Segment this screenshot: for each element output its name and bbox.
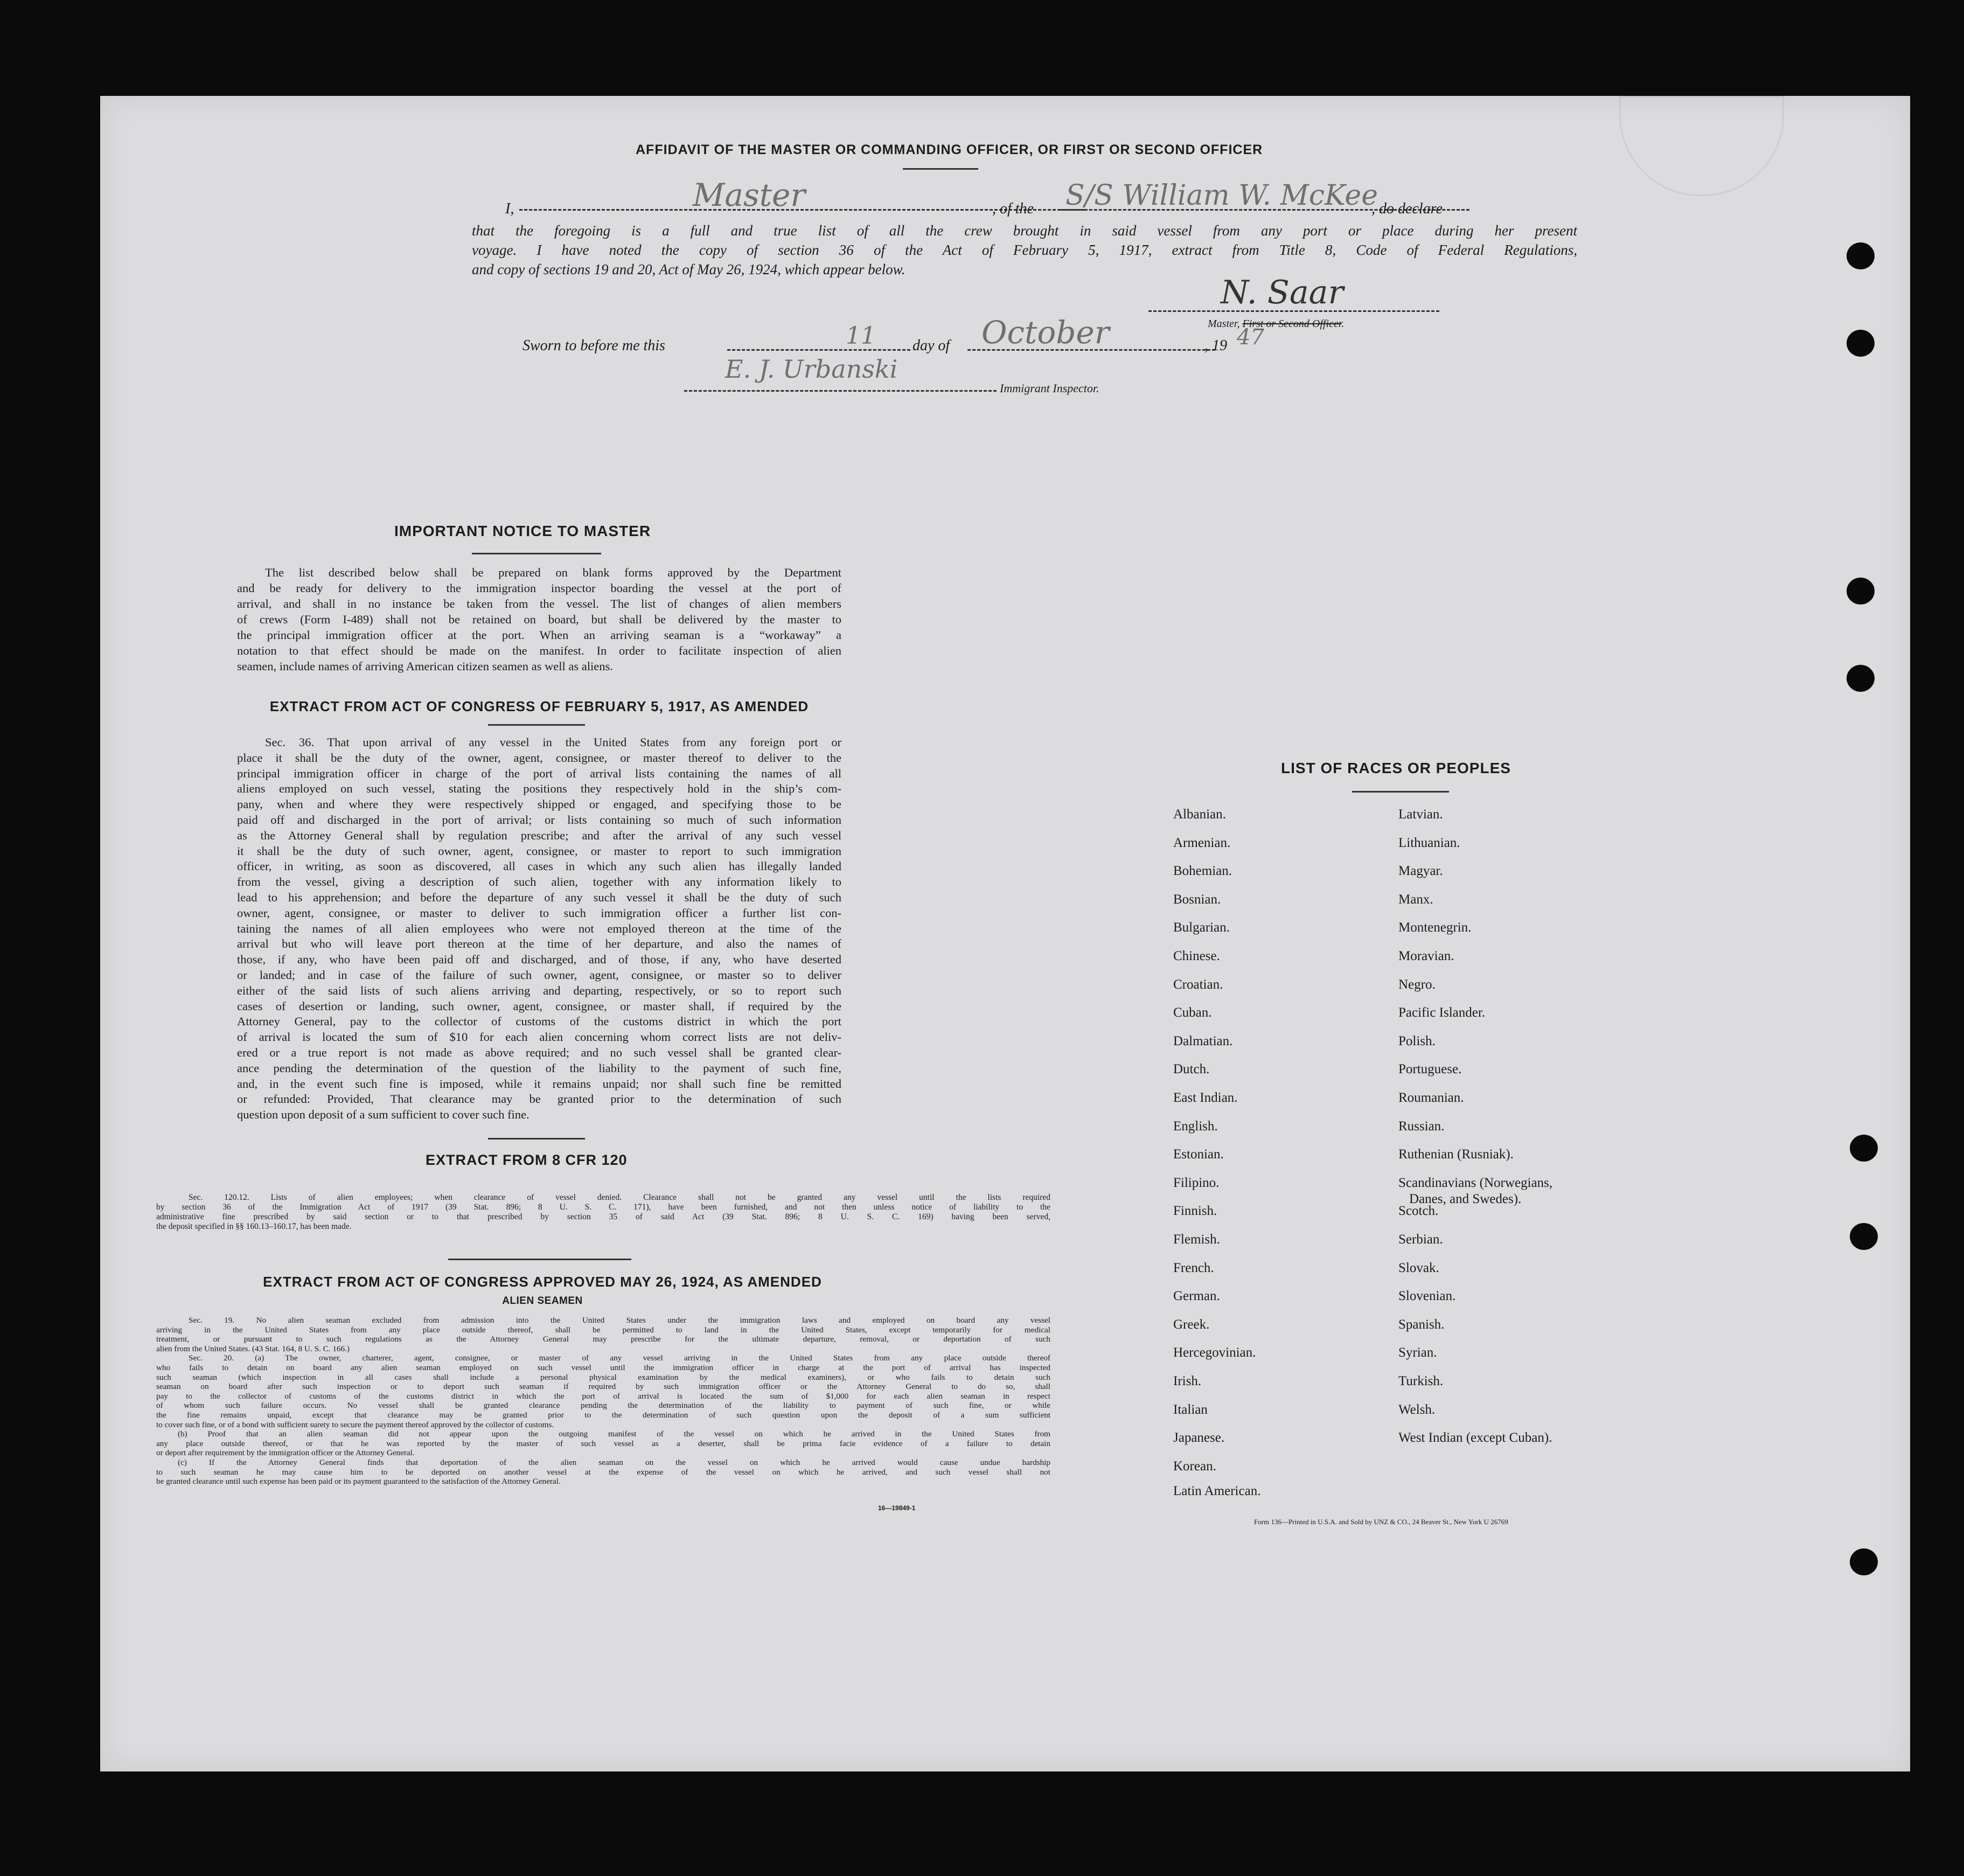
- extract-1924-line: Sec. 19. No alien seaman excluded from admission into the United States under the immigration laws and employed on board any vessel: [189, 1316, 1050, 1325]
- race-item: German.: [1173, 1289, 1220, 1304]
- race-item: Moravian.: [1398, 949, 1454, 963]
- printer-imprint: Form 136—Printed in U.S.A. and Sold by UNZ & CO., 24 Beaver St., New York U 26769: [1254, 1518, 1508, 1526]
- signature-caption-master: Master,: [1208, 318, 1243, 330]
- race-item: English.: [1173, 1118, 1218, 1134]
- extract-1924-line: Sec. 20. (a) The owner, charterer, agent, consignee, or master of any vessel arriving in the United States from any place outside thereof: [189, 1353, 1050, 1363]
- race-item: Ruthenian (Rusniak).: [1398, 1147, 1514, 1162]
- race-item: Pacific Islander.: [1398, 1005, 1486, 1020]
- signature-caption-end: .: [1341, 318, 1345, 330]
- race-item: Latin American.: [1173, 1484, 1261, 1499]
- extract-1917-line: taining the names of all alien employees who were not employed thereon at the time of the: [237, 921, 841, 935]
- notice-body: [237, 565, 841, 674]
- race-item: Manx.: [1398, 892, 1433, 907]
- embossed-seal: [1619, 96, 1784, 196]
- notice-line-6: notation to that effect should be made on the manifest. In order to facilitate inspection of alien: [237, 644, 841, 657]
- race-item: Irish.: [1173, 1374, 1202, 1388]
- inspector-signature: E. J. Urbanski: [725, 355, 898, 384]
- race-item: Welsh.: [1398, 1402, 1436, 1417]
- race-item: Magyar.: [1398, 864, 1443, 879]
- notice-line-7: seamen, include names of arriving American citizen seamen as well as aliens.: [237, 659, 613, 673]
- extract-1917-title: EXTRACT FROM ACT OF CONGRESS OF FEBRUARY 5, 1917, AS AMENDED: [269, 698, 809, 714]
- extract-1917-line: lead to his apprehension; and before the departure of any such vessel it shall be the duty of such: [237, 890, 841, 904]
- extract-1917-line: owner, agent, consignee, or master to deliver to such immigration officer a further list con-: [237, 906, 841, 920]
- extract-1917-line: Sec. 36. That upon arrival of any vessel in the United States from any foreign port or: [265, 735, 841, 749]
- extract-1924-line: to such seaman he may cause him to be deported on another vessel at the expense of the vessel on which he arrived, and such vessel shall not: [156, 1467, 1050, 1477]
- affidavit-body-line-3: and copy of sections 19 and 20, Act of May 26, 1924, which appear below.: [472, 261, 906, 277]
- extract-1917-line: question upon deposit of a sum sufficient to cover such fine.: [237, 1108, 530, 1122]
- race-item: Roumanian.: [1398, 1090, 1464, 1105]
- affidavit-body: [472, 221, 1577, 279]
- extract-1924-line: such seaman (which inspection in all cases shall include a personal physical examination by the medical examiners), or who fails to detain such: [156, 1372, 1050, 1382]
- master-handwriting: Master: [693, 177, 806, 213]
- race-item: Bosnian.: [1173, 892, 1221, 907]
- extract-1924-line: who fails to detain on board any alien seaman employed on such vessel until the immigration officer in charge at the port of arrival has inspected: [156, 1363, 1050, 1372]
- extract-1917-line: or landed; and in case of the failure of such owner, agent, consignee, or master so to deliver: [237, 968, 841, 982]
- race-item: Greek.: [1173, 1317, 1210, 1332]
- extract-1924-line: the fine remains unpaid, except that clearance may be granted prior to the determination of such question upon the deposit of a sum sufficient: [156, 1410, 1050, 1420]
- extract-1917-line: those, if any, who have been paid off and discharged, and of those, if any, who have deserted: [237, 953, 841, 967]
- extract-1924-line: of whom such failure occurs. No vessel shall be granted clearance pending the determination of the liability to payment of such fine, or while: [156, 1401, 1050, 1411]
- extract-1917-line: ance pending the determination of the question of the liability to the payment of such fine,: [237, 1061, 841, 1075]
- races-rule: [1352, 791, 1449, 793]
- race-item: Slovenian.: [1398, 1289, 1456, 1304]
- extract-1917-line: cases of desertion or landing, such owner, agent, consignee, or master shall, if required by the: [237, 999, 841, 1013]
- extract-1917-line: arrival but who will leave port thereon at the time of her departure, and also the names of: [237, 937, 841, 951]
- notice-title: IMPORTANT NOTICE TO MASTER: [394, 523, 651, 539]
- extract-1924-body: [156, 1316, 1050, 1486]
- extract-1924-line: or deport after requirement by the immigration officer or the Attorney General.: [156, 1448, 415, 1458]
- extract-1924-line: (c) If the Attorney General finds that deportation of the alien seaman on the vessel on which he arrived would cause undue hardship: [178, 1457, 1050, 1467]
- extract-1917-body: [237, 735, 841, 1123]
- signature-line: [1148, 310, 1439, 312]
- extract-1924-line: alien from the United States. (43 Stat. 164, 8 U. S. C. 166.): [156, 1344, 350, 1353]
- race-item: Dutch.: [1173, 1062, 1210, 1077]
- notice-line-5: the principal immigration officer at the port. When an arriving seaman is a “workaway” a: [237, 628, 841, 642]
- race-item: Latvian.: [1398, 807, 1443, 822]
- race-item: Bohemian.: [1173, 864, 1232, 879]
- race-item: Flemish.: [1173, 1232, 1220, 1247]
- sworn-day: 11: [846, 322, 876, 350]
- race-item: Italian: [1173, 1402, 1208, 1417]
- affidavit-title: AFFIDAVIT OF THE MASTER OR COMMANDING OFFICER, OR FIRST OR SECOND OFFICER: [636, 142, 1263, 157]
- extract-1917-line: from the vessel, giving a description of such alien, together with any information likely to: [237, 875, 841, 889]
- inspector-line: [684, 390, 997, 392]
- punch-hole: [1847, 665, 1875, 692]
- notice-line-2: and be ready for delivery to the immigration inspector boarding the vessel at the port of: [237, 581, 841, 595]
- race-item: Croatian.: [1173, 977, 1223, 992]
- cfr-rule-bottom: [448, 1259, 631, 1260]
- day-of-label: day of: [913, 337, 950, 354]
- extract-1917-line: either of the said lists of such aliens arriving and departing, respectively, or so to report such: [237, 983, 841, 997]
- race-item: Japanese.: [1173, 1430, 1225, 1446]
- vessel-handwriting: S/S William W. McKee: [1065, 179, 1378, 212]
- extract-1924-line: be granted clearance until such expense has been paid or its payment guaranteed to the satisfaction of the Attorney General.: [156, 1477, 561, 1486]
- race-item: French.: [1173, 1260, 1214, 1275]
- race-item: Danes, and Swedes).: [1409, 1191, 1522, 1206]
- race-item: Montenegrin.: [1398, 920, 1472, 935]
- race-item: Armenian.: [1173, 835, 1231, 850]
- sworn-month: October: [981, 314, 1110, 351]
- year-prefix: , 19: [1204, 337, 1227, 354]
- do-declare-text: , do declare: [1371, 200, 1443, 217]
- race-item: Dalmatian.: [1173, 1033, 1233, 1048]
- extract-1924-line: (b) Proof that an alien seaman did not appear upon the outgoing manifest of the vessel on which he arrived in the United States from: [178, 1429, 1050, 1439]
- extract-1917-line: pany, when and where they were respectively shipped or engaged, and specifying those to be: [237, 797, 841, 811]
- extract-1917-line: ered or a true report is not made as above required; and no such vessel shall be granted clear-: [237, 1045, 841, 1059]
- race-item: Lithuanian.: [1398, 835, 1460, 850]
- extract-1917-line: or refunded: Provided, That clearance may be granted prior to the determination of such: [237, 1092, 841, 1106]
- extract-1924-line: seaman on board after such inspection or to deport such seaman if required by such immigration officer or the Attorney General to do so, shall: [156, 1382, 1050, 1392]
- race-item: Slovak.: [1398, 1260, 1439, 1275]
- race-item: Polish.: [1398, 1033, 1436, 1048]
- affidavit-i: I,: [505, 200, 514, 217]
- signature-caption-struck: First or Second Officer: [1242, 318, 1342, 330]
- race-item: Portuguese.: [1398, 1062, 1462, 1077]
- race-item: Albanian.: [1173, 807, 1226, 822]
- extract-1917-line: place it shall be the duty of the owner, agent, consignee, or master thereof to deliver to the: [237, 751, 841, 765]
- extract-cfr-line: the deposit specified in §§ 160.13–160.17, has been made.: [156, 1222, 352, 1231]
- races-title: LIST OF RACES OR PEOPLES: [1281, 760, 1511, 776]
- extract-1917-line: Attorney General, pay to the collector of customs of the customs district in which the port: [237, 1015, 841, 1029]
- extract-1917-line: paid off and discharged in the port of arrival; or lists containing so much of such information: [237, 812, 841, 826]
- punch-hole: [1850, 1223, 1878, 1250]
- affidavit-body-line-1: that the foregoing is a full and true list of all the crew brought in said vessel from any port or place during her present: [472, 223, 1577, 239]
- extract-1917-line: officer, in writing, as soon as discovered, all cases in which any such alien has illegally landed: [237, 859, 841, 873]
- extract-1917-line: principal immigration officer in charge of the port of arrival lists containing the names of all: [237, 766, 841, 780]
- notice-line-4: of crews (Form I-489) shall not be retained on board, but shall be delivered by the master to: [237, 613, 841, 626]
- inspector-label: Immigrant Inspector.: [1000, 381, 1099, 395]
- extract-1924-line: pay to the collector of customs of the customs district in which the port of arrival is located the sum of $1,000 for each alien seaman in respect: [156, 1391, 1050, 1401]
- document-page: [100, 96, 1910, 1771]
- race-item: Negro.: [1398, 977, 1436, 992]
- race-item: Russian.: [1398, 1118, 1445, 1134]
- punch-hole: [1847, 242, 1875, 269]
- race-item: Finnish.: [1173, 1204, 1217, 1219]
- race-item: Filipino.: [1173, 1175, 1220, 1190]
- signature-caption: [1208, 318, 1344, 330]
- day-line: [727, 349, 910, 351]
- punch-hole: [1847, 578, 1875, 605]
- extract-1917-rule: [488, 724, 585, 726]
- notice-rule: [472, 553, 601, 554]
- punch-hole: [1847, 330, 1875, 357]
- race-item: Serbian.: [1398, 1232, 1443, 1247]
- race-item: Hercegovinian.: [1173, 1345, 1256, 1360]
- race-item: Spanish.: [1398, 1317, 1445, 1332]
- extract-1917-line: and, in the event such fine is imposed, while it remains unpaid; nor shall such fine be remitted: [237, 1076, 841, 1090]
- extract-1924-subtitle: ALIEN SEAMEN: [502, 1295, 583, 1307]
- notice-line-1: The list described below shall be prepared on blank forms approved by the Department: [265, 566, 841, 579]
- extract-1924-line: any place outside thereof, or that he was reported by the master of such vessel as a deserter, shall be prima facie evidence of a failure to detain: [156, 1439, 1050, 1448]
- extract-1917-line: aliens employed on such vessel, stating the positions they respectively hold in the ship’s com-: [237, 782, 841, 796]
- title-rule: [903, 168, 978, 170]
- race-item: Chinese.: [1173, 949, 1220, 963]
- notice-line-3: arrival, and shall in no instance be taken from the vessel. The list of changes of alien members: [237, 597, 841, 610]
- extract-1917-line: it shall be the duty of such owner, agent, consignee, or master to report to such immigration: [237, 844, 841, 858]
- extract-1924-line: treatment, or pursuant to such regulations as the Attorney General may prescribe for the ultimate departure, removal, or deportation of such: [156, 1335, 1050, 1344]
- sworn-label: Sworn to before me this: [523, 337, 665, 354]
- sworn-year: 47: [1237, 325, 1264, 350]
- race-item: Scandinavians (Norwegians,: [1398, 1175, 1553, 1190]
- race-item: Bulgarian.: [1173, 920, 1230, 935]
- master-signature: N. Saar: [1221, 274, 1344, 311]
- extract-cfr-line: Sec. 120.12. Lists of alien employees; when clearance of vessel denied. Clearance shall not be granted any vessel until the lists required: [189, 1193, 1050, 1202]
- race-item: Cuban.: [1173, 1005, 1212, 1020]
- punch-hole: [1850, 1548, 1878, 1575]
- cfr-rule-top: [488, 1138, 585, 1140]
- extract-1924-line: arriving in the United States from any place outside thereof, shall be permitted to land in the United States, except temporarily for medical: [156, 1325, 1050, 1335]
- race-item: Scotch.: [1398, 1204, 1439, 1219]
- affidavit-body-line-2: voyage. I have noted the copy of section 36 of the Act of February 5, 1917, extract from Title 8, Code of Federal Regulations,: [472, 242, 1577, 258]
- extract-1917-line: of arrival is located the sum of $10 for each alien concerning whom correct lists are not deliv-: [237, 1030, 841, 1044]
- extract-cfr-title: EXTRACT FROM 8 CFR 120: [426, 1152, 628, 1168]
- extract-1924-line: to cover such fine, or of a bond with sufficient surety to secure the payment thereof approved by the collector of customs.: [156, 1420, 554, 1429]
- race-item: Turkish.: [1398, 1374, 1444, 1388]
- race-item: West Indian (except Cuban).: [1398, 1430, 1552, 1446]
- race-item: Estonian.: [1173, 1147, 1224, 1162]
- form-code: 16—19849-1: [878, 1504, 916, 1512]
- punch-hole: [1850, 1135, 1878, 1162]
- of-the-text: , of the: [992, 200, 1034, 217]
- extract-1917-line: as the Attorney General shall by regulation prescribe; and after the arrival of any such vessel: [237, 828, 841, 842]
- race-item: Syrian.: [1398, 1345, 1437, 1360]
- race-item: Korean.: [1173, 1458, 1216, 1474]
- extract-cfr-body: [156, 1193, 1050, 1232]
- race-item: East Indian.: [1173, 1090, 1238, 1105]
- extract-cfr-line: by section 36 of the Immigration Act of 1917 (39 Stat. 896; 8 U. S. C. 171), have been furnished, and not then unless notice of liability to the: [156, 1203, 1050, 1212]
- extract-cfr-line: administrative fine prescribed by said section or to that prescribed by section 35 of said Act (39 Stat. 896; 8 U. S. C. 169) having been served,: [156, 1212, 1050, 1221]
- extract-1924-title: EXTRACT FROM ACT OF CONGRESS APPROVED MAY 26, 1924, AS AMENDED: [263, 1274, 822, 1290]
